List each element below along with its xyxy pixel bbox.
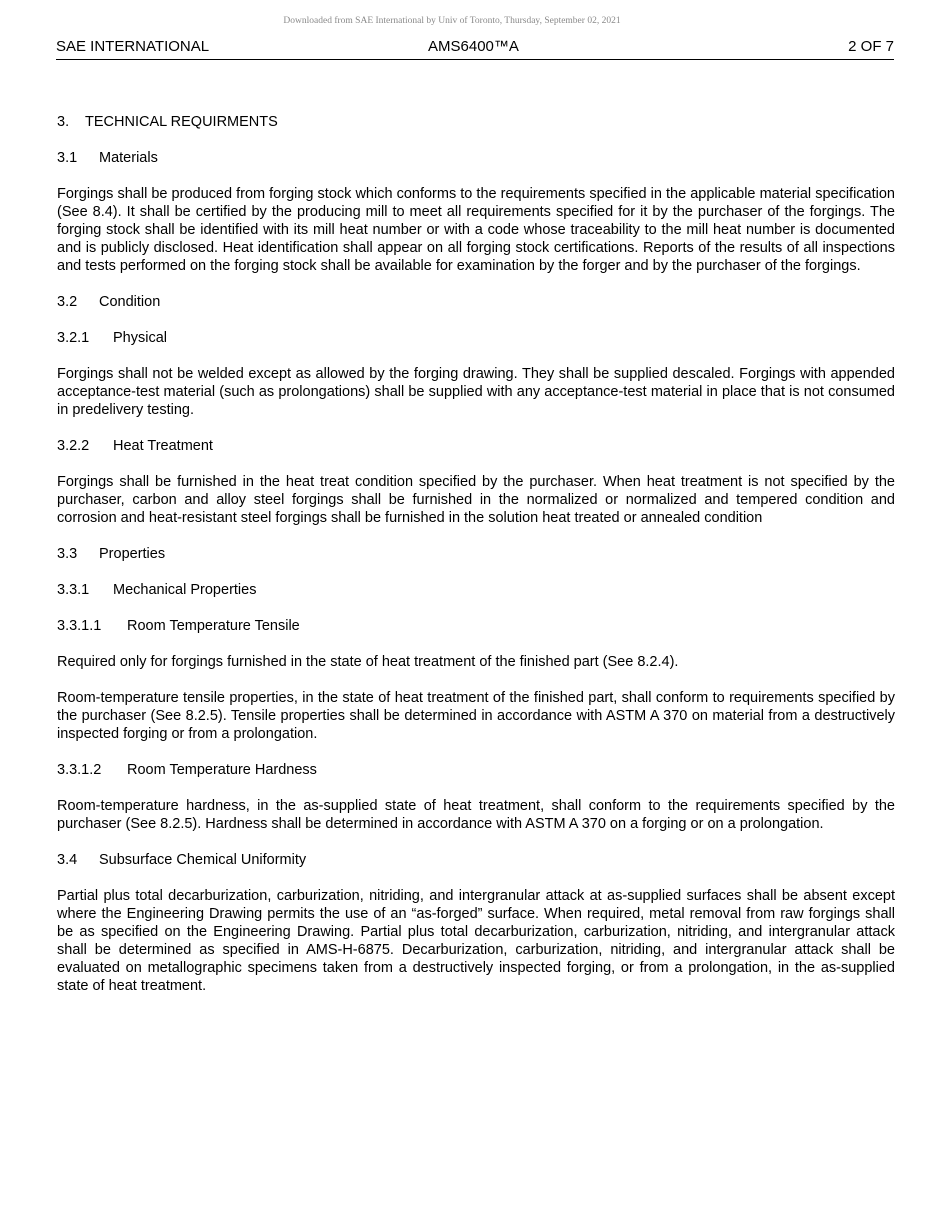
section-heading-3-2-1	[57, 329, 895, 347]
section-number: 3.3.1.2	[57, 762, 102, 778]
section-number: 3.2.1	[57, 330, 90, 346]
publisher-name: SAE INTERNATIONAL	[56, 38, 210, 55]
section-title: Subsurface Chemical Uniformity	[99, 852, 307, 868]
section-number: 3.2.2	[57, 438, 90, 454]
download-watermark: Downloaded from SAE International by Univ of Toronto, Thursday, September 02, 2021	[283, 16, 621, 26]
section-title: Heat Treatment	[113, 438, 213, 454]
paragraph-heat-treatment: Forgings shall be furnished in the heat treat condition specified by the purchaser. When heat treatment is not specified by the purchaser, carbon and alloy steel forgings shall be furnished in the normalized or normalized and tempered condition and corrosion and heat-resistant steel forgings shall be furnished in the solution heat treated or annealed condition	[57, 474, 895, 526]
section-number: 3.4	[57, 852, 78, 868]
document-number: AMS6400™A	[428, 38, 519, 55]
section-heading-3-2-2	[57, 437, 895, 455]
paragraph-physical: Forgings shall not be welded except as allowed by the forging drawing. They shall be supplied descaled. Forgings with appended acceptance-test material (such as prolongations) shall be supplied with any acceptance-test material in place that is not consumed in predelivery testing.	[57, 366, 895, 418]
page-header	[56, 38, 894, 60]
section-number: 3.3.1	[57, 582, 90, 598]
section-title: Condition	[99, 294, 161, 310]
section-title: Materials	[99, 150, 158, 166]
paragraph-subsurface-uniformity: Partial plus total decarburization, carburization, nitriding, and intergranular attack at as-supplied surfaces shall be absent except where the Engineering Drawing permits the use of an “as-forged” surface. When required, metal removal from raw forgings shall be as specified on the Engineering Drawing. Partial plus total decarburization, carburization, nitriding, and intergranular attack shall be determined as specified in AMS-H-6875. Decarburization, carburization, nitriding, and intergranular attack shall be evaluated on metallographic specimens taken from a destructively inspected forging, or from a prolongation, in the as-supplied state of heat treatment.	[57, 888, 895, 994]
paragraph-hardness: Room-temperature hardness, in the as-supplied state of heat treatment, shall conform to the requirements specified by the purchaser (See 8.2.5). Hardness shall be determined in accordance with ASTM A 370 on a forging or on a prolongation.	[57, 798, 895, 832]
page-number: 2 OF 7	[848, 38, 894, 55]
section-number: 3.1	[57, 150, 78, 166]
section-title: Room Temperature Hardness	[127, 762, 317, 778]
section-number: 3.2	[57, 294, 78, 310]
section-heading-3-4	[57, 851, 895, 869]
section-title: Mechanical Properties	[113, 582, 257, 598]
section-heading-3-2	[57, 293, 895, 311]
section-title: Room Temperature Tensile	[127, 618, 300, 634]
section-heading-3	[57, 113, 895, 131]
section-heading-3-3-1	[57, 581, 895, 599]
section-heading-3-1	[57, 149, 895, 167]
document-body	[57, 113, 895, 1013]
section-title: Properties	[99, 546, 166, 562]
section-heading-3-3	[57, 545, 895, 563]
paragraph-tensile-requirement: Required only for forgings furnished in the state of heat treatment of the finished part (See 8.2.4).	[57, 654, 679, 670]
section-number: 3.3.1.1	[57, 618, 102, 634]
paragraph-tensile-properties: Room-temperature tensile properties, in the state of heat treatment of the finished part, shall conform to requirements specified by the purchaser (See 8.2.5). Tensile properties shall be determined in accordance with ASTM A 370 on material from a destructively inspected forging or from a prolongation.	[57, 690, 895, 742]
section-heading-3-3-1-1	[57, 617, 895, 635]
section-number: 3.3	[57, 546, 78, 562]
section-number: 3.	[57, 114, 70, 130]
section-title: TECHNICAL REQUIRMENTS	[85, 114, 278, 130]
paragraph-materials: Forgings shall be produced from forging stock which conforms to the requirements specified in the applicable material specification (See 8.4). It shall be certified by the producing mill to meet all requirements specified for it by the purchaser of the forgings. The forging stock shall be identified with its mill heat number or with a code whose traceability to the mill heat number is documented and is publicly disclosed. Heat identification shall appear on all forging stock certifications. Reports of the results of all inspections and tests performed on the forging stock shall be available for examination by the forger and by the purchaser of the forgings.	[57, 186, 895, 274]
section-title: Physical	[113, 330, 167, 346]
section-heading-3-3-1-2	[57, 761, 895, 779]
